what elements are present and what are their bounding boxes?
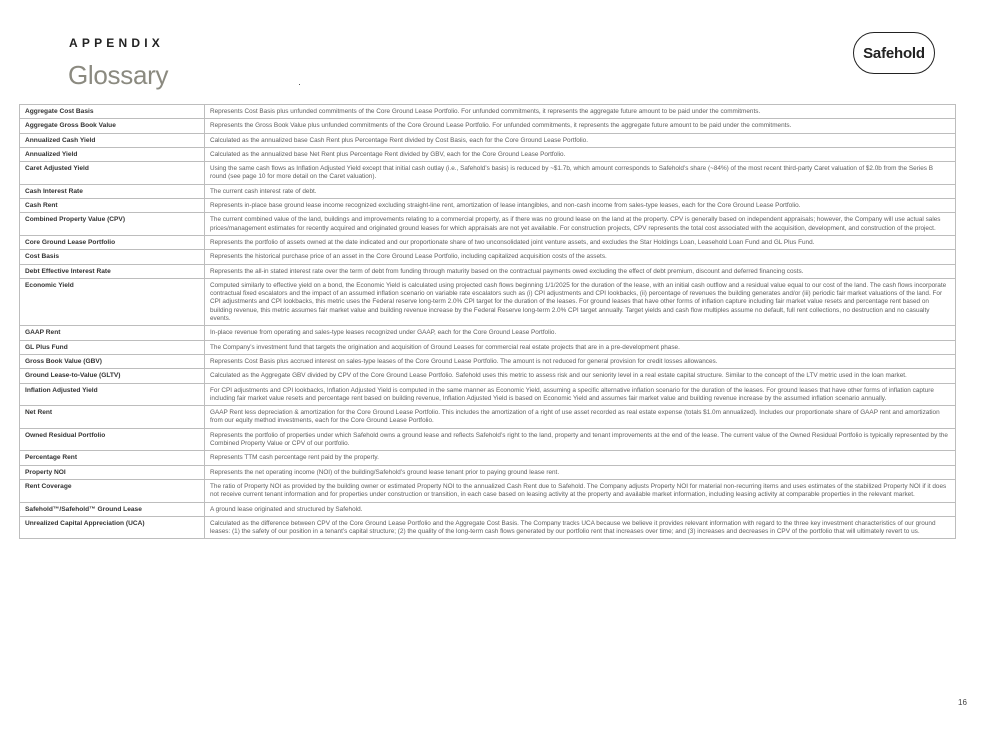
- glossary-body: [20, 105, 956, 539]
- glossary-definition: For CPI adjustments and CPI lookbacks, Inflation Adjusted Yield is computed in the same manner as Economic Yield, assuming a specific alternative inflation scenario for the duration of the leases. For ground leases that have other forms of inflation capture including fair market value resets and percentage rent based on building revenue, Inflation Adjusted Yield is based on Economic Yield and assumes fair market value and building revenue increase by the assumed inflation scenario annually.: [205, 383, 956, 406]
- glossary-row: [20, 213, 956, 236]
- glossary-term: Cash Rent: [20, 199, 205, 213]
- glossary-definition: Represents the portfolio of properties under which Safehold owns a ground lease and reflects Safehold’s right to the land, property and tenant improvements at the end of the lease. The current value of the Owned Residual Portfolio is typically represented by the Combined Property Value or CPV of our portfolio.: [205, 428, 956, 451]
- glossary-term: Core Ground Lease Portfolio: [20, 235, 205, 249]
- glossary-definition: Computed similarly to effective yield on a bond, the Economic Yield is calculated using projected cash flows beginning 1/1/2025 for the duration of the lease, with an initial cash outflow and a residual value equal to our cost of the land. The cash flows incorporate contractual fixed escalators and the impact of an assumed inflation scenario on variable rate escalators such as (i) CPI adjustments and CPI lookbacks, (ii) percentage of revenues the building generates and/or (iii) periodic fair market valuations of the land. For CPI adjustments and CPI lookbacks, this metric uses the Federal reserve long-term 2.0% CPI target for the duration of the leases. For ground leases that have other forms of inflation capture including fair market value resets and percentage rent based on building revenue, this metric assumes fair market value and building revenue increase by the Federal Reserve long-term 2.0% CPI target annually. Target yields and cash flow multiples assume no default, full rent collections, no destruction and no casualty events.: [205, 278, 956, 325]
- glossary-row: [20, 326, 956, 340]
- section-kicker: APPENDIX: [69, 36, 164, 50]
- glossary-definition: The current combined value of the land, buildings and improvements relating to a commercial property, as if there was no ground lease on the land at the property. CPV is generally based on independent appraisals; however, the Company will use actual sales prices/management estimates for recently acquired and originated ground leases for which appraisals are not yet available. For construction projects, CPV represents the total cost associated with the acquisition, development, and construction of the project.: [205, 213, 956, 236]
- glossary-definition: Represents the portfolio of assets owned at the date indicated and our proportionate share of two unconsolidated joint venture assets, and excludes the Star Holdings Loan, Leasehold Loan Fund and GL Plus Fund.: [205, 235, 956, 249]
- page-number: 16: [958, 698, 967, 707]
- glossary-row: [20, 406, 956, 429]
- glossary-definition: Represents Cost Basis plus accrued interest on sales-type leases of the Core Ground Lease Portfolio. The amount is not reduced for general provision for credit losses allowances.: [205, 354, 956, 368]
- glossary-definition: Calculated as the difference between CPV of the Core Ground Lease Portfolio and the Aggregate Cost Basis. The Company tracks UCA because we believe it provides relevant information with regard to the three key investment characteristics of our ground leases: (1) the safety of our position in a tenant’s capital structure; (2) the quality of the long-term cash flows generated by our portfolio rent that increases over time; and (3) increases and decreases in CPV of the portfolio that will ultimately revert to us.: [205, 516, 956, 539]
- glossary-definition: The current cash interest rate of debt.: [205, 184, 956, 198]
- glossary-row: [20, 184, 956, 198]
- glossary-term: Percentage Rent: [20, 451, 205, 465]
- page-title: Glossary: [68, 60, 169, 90]
- glossary-definition: Represents Cost Basis plus unfunded commitments of the Core Ground Lease Portfolio. For unfunded commitments, it represents the aggregate future amount to be paid under the commitments.: [205, 105, 956, 119]
- glossary-definition: The Company’s investment fund that targets the origination and acquisition of Ground Leases for commercial real estate projects that are in a pre-development phase.: [205, 340, 956, 354]
- glossary-term: GAAP Rent: [20, 326, 205, 340]
- glossary-row: [20, 354, 956, 368]
- glossary-term: Cash Interest Rate: [20, 184, 205, 198]
- glossary-row: [20, 451, 956, 465]
- glossary-row: [20, 147, 956, 161]
- glossary-definition: Represents TTM cash percentage rent paid by the property.: [205, 451, 956, 465]
- glossary-term: Caret Adjusted Yield: [20, 162, 205, 185]
- safehold-logo: [853, 32, 935, 74]
- glossary-term: Net Rent: [20, 406, 205, 429]
- glossary-term: Owned Residual Portfolio: [20, 428, 205, 451]
- glossary-term: Rent Coverage: [20, 479, 205, 502]
- glossary-term: Debt Effective Interest Rate: [20, 264, 205, 278]
- glossary-row: [20, 278, 956, 325]
- glossary-term: Aggregate Cost Basis: [20, 105, 205, 119]
- glossary-term: Inflation Adjusted Yield: [20, 383, 205, 406]
- glossary-row: [20, 133, 956, 147]
- glossary-term: Safehold™/Safehold™ Ground Lease: [20, 502, 205, 516]
- glossary-definition: Represents the Gross Book Value plus unfunded commitments of the Core Ground Lease Portfolio. For unfunded commitments, it represents the aggregate future amount to be paid under the commitments.: [205, 119, 956, 133]
- glossary-row: [20, 119, 956, 133]
- glossary-row: [20, 235, 956, 249]
- glossary-term: Combined Property Value (CPV): [20, 213, 205, 236]
- glossary-row: [20, 105, 956, 119]
- glossary-term: Cost Basis: [20, 250, 205, 264]
- glossary-term: Gross Book Value (GBV): [20, 354, 205, 368]
- glossary-table: [19, 104, 956, 539]
- glossary-term: Aggregate Gross Book Value: [20, 119, 205, 133]
- glossary-definition: Calculated as the annualized base Cash Rent plus Percentage Rent divided by Cost Basis, each for the Core Ground Lease Portfolio.: [205, 133, 956, 147]
- glossary-row: [20, 383, 956, 406]
- glossary-definition: GAAP Rent less depreciation & amortization for the Core Ground Lease Portfolio. This includes the amortization of a right of use asset recorded as real estate expense (totals $1.0m annualized). Includes our proportionate share of GAAP rent and amortization from our equity method investments, each for the Core Ground Lease Portfolio.: [205, 406, 956, 429]
- glossary-term: Property NOI: [20, 465, 205, 479]
- glossary-row: [20, 502, 956, 516]
- glossary-term: Economic Yield: [20, 278, 205, 325]
- glossary-definition: Represents the net operating income (NOI) of the building/Safehold’s ground lease tenant prior to paying ground lease rent.: [205, 465, 956, 479]
- glossary-row: [20, 428, 956, 451]
- glossary-definition: Represents the historical purchase price of an asset in the Core Ground Lease Portfolio, including capitalized acquisition costs of the assets.: [205, 250, 956, 264]
- glossary-term: Annualized Cash Yield: [20, 133, 205, 147]
- glossary-definition: Using the same cash flows as Inflation Adjusted Yield except that initial cash outlay (i.e., Safehold’s basis) is reduced by ~$1.7b, which amount corresponds to Safehold’s share (~84%) of the most recent third-party Caret valuation of $2.0b from the Series B round (see page 10 for more detail on the Caret valuation).: [205, 162, 956, 185]
- glossary-term: Ground Lease-to-Value (GLTV): [20, 369, 205, 383]
- glossary-row: [20, 340, 956, 354]
- logo-text: Safehold: [863, 44, 925, 62]
- glossary-term: Annualized Yield: [20, 147, 205, 161]
- glossary-definition: A ground lease originated and structured by Safehold.: [205, 502, 956, 516]
- glossary-row: [20, 369, 956, 383]
- glossary-definition: Calculated as the Aggregate GBV divided by CPV of the Core Ground Lease Portfolio. Safehold uses this metric to assess risk and our seniority level in a real estate capital structure. Similar to the concept of the LTV metric used in the loan market.: [205, 369, 956, 383]
- glossary-term: GL Plus Fund: [20, 340, 205, 354]
- glossary-term: Unrealized Capital Appreciation (UCA): [20, 516, 205, 539]
- glossary-row: [20, 162, 956, 185]
- glossary-definition: The ratio of Property NOI as provided by the building owner or estimated Property NOI to the annualized Cash Rent due to Safehold. The Company adjusts Property NOI for material non-recurring items and uses estimates of the stabilized Property NOI if it does not receive current tenant information and for properties under construction or transition, in each case based on leasing activity at the property and available market information, including leasing activity at comparable properties in the relevant market.: [205, 479, 956, 502]
- glossary-row: [20, 479, 956, 502]
- glossary-definition: Calculated as the annualized base Net Rent plus Percentage Rent divided by GBV, each for the Core Ground Lease Portfolio.: [205, 147, 956, 161]
- stray-dot: [299, 84, 300, 85]
- glossary-definition: In-place revenue from operating and sales-type leases recognized under GAAP, each for the Core Ground Lease Portfolio.: [205, 326, 956, 340]
- glossary-row: [20, 250, 956, 264]
- glossary-definition: Represents in-place base ground lease income recognized excluding straight-line rent, amortization of lease intangibles, and non-cash income from sales-type leases, each for the Core Ground Lease Portfolio.: [205, 199, 956, 213]
- glossary-row: [20, 465, 956, 479]
- glossary-row: [20, 264, 956, 278]
- glossary-row: [20, 199, 956, 213]
- glossary-row: [20, 516, 956, 539]
- glossary-definition: Represents the all-in stated interest rate over the term of debt from funding through maturity based on the contractual payments owed excluding the effect of debt premium, discount and deferred financing costs.: [205, 264, 956, 278]
